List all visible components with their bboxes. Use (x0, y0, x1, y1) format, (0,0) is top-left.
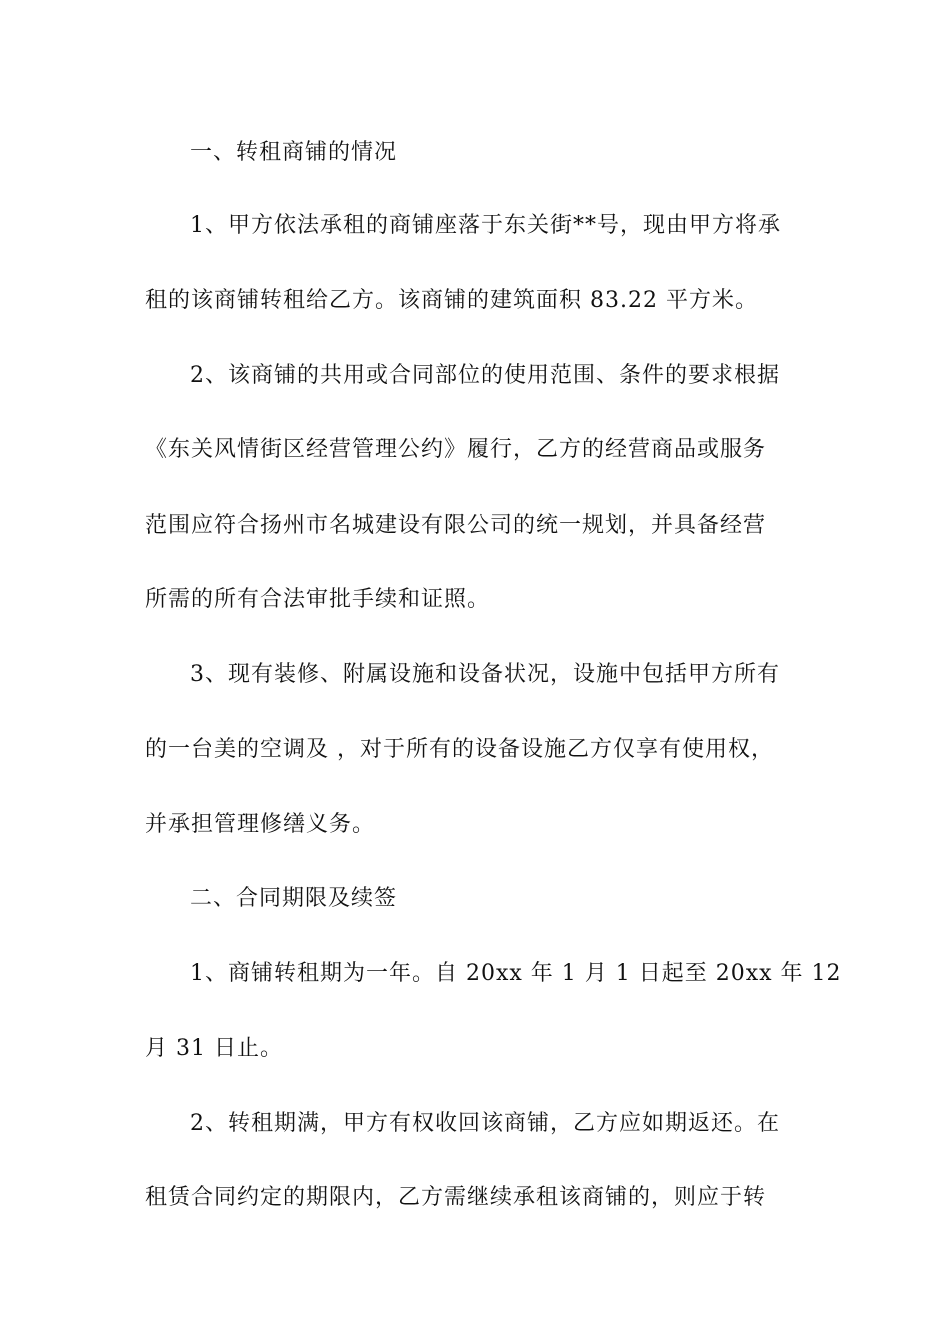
paragraph-line: 2、该商铺的共用或合同部位的使用范围、条件的要求根据 (190, 363, 780, 388)
paragraph-line: 租的该商铺转租给乙方。该商铺的建筑面积 83.22 平方米。 (145, 288, 758, 313)
paragraph-line: 租赁合同约定的期限内，乙方需继续承租该商铺的，则应于转 (145, 1185, 767, 1210)
paragraph-line: 3、现有装修、附属设施和设备状况，设施中包括甲方所有 (190, 662, 780, 687)
paragraph-line: 并承担管理修缮义务。 (145, 812, 376, 837)
paragraph-line: 1、甲方依法承租的商铺座落于东关街**号，现由甲方将承 (190, 213, 781, 238)
section-heading-2: 二、合同期限及续签 (190, 886, 398, 911)
paragraph-line: 范围应符合扬州市名城建设有限公司的统一规划，并具备经营 (145, 513, 767, 538)
paragraph-line: 所需的所有合法审批手续和证照。 (145, 587, 491, 612)
paragraph-line: 月 31 日止。 (145, 1036, 283, 1061)
paragraph-line: 2、转租期满，甲方有权收回该商铺，乙方应如期返还。在 (190, 1111, 780, 1136)
paragraph-line: 的一台美的空调及 ，对于所有的设备设施乙方仅享有使用权， (145, 737, 774, 762)
section-heading-1: 一、转租商铺的情况 (190, 140, 398, 165)
paragraph-line: 1、商铺转租期为一年。自 20xx 年 1 月 1 日起至 20xx 年 12 (190, 961, 842, 986)
paragraph-line: 《东关风情街区经营管理公约》履行，乙方的经营商品或服务 (145, 437, 767, 462)
